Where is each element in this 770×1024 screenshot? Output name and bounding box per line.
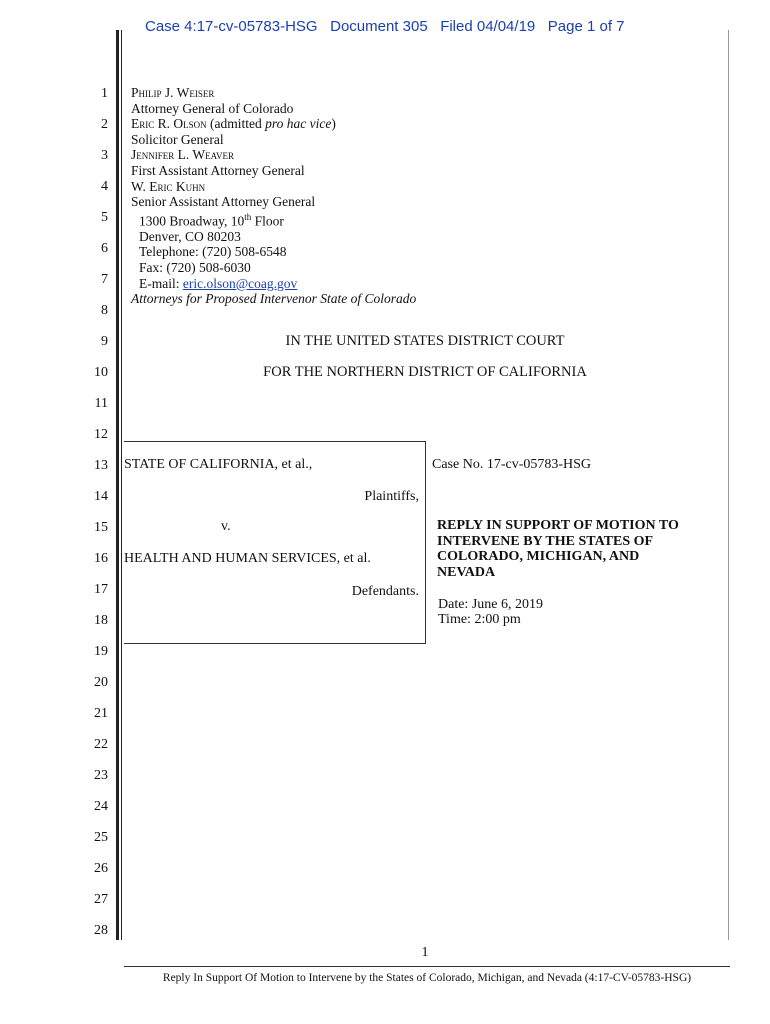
attorney-title: Solicitor General <box>131 131 224 147</box>
document-title-line: COLORADO, MICHIGAN, AND <box>437 549 640 564</box>
attorney-name: W. Eric Kuhn <box>131 178 206 194</box>
versus: v. <box>221 519 231 534</box>
header-page: Page 1 of 7 <box>547 18 625 35</box>
line-number: 16 <box>94 551 108 566</box>
line-number: 22 <box>94 737 108 752</box>
header-filed-date: Filed 04/04/19 <box>440 18 536 35</box>
admitted-prefix: (admitted <box>210 116 266 132</box>
line-number: 20 <box>94 675 108 690</box>
city-state-zip: Denver, CO 80203 <box>139 228 241 244</box>
right-margin-rule <box>728 30 729 940</box>
caption-bottom-rule <box>124 643 426 644</box>
line-number: 15 <box>94 520 108 535</box>
line-number: 5 <box>101 210 108 225</box>
line-number: 26 <box>94 861 108 876</box>
footer-rule <box>124 966 730 967</box>
line-number: 18 <box>94 613 108 628</box>
ecf-header <box>145 18 625 35</box>
defendant-name: HEALTH AND HUMAN SERVICES, et al. <box>124 551 371 566</box>
representation-text: Attorneys for Proposed Intervenor State of Colorado <box>131 291 417 307</box>
line-number: 7 <box>101 272 108 287</box>
court-name-line-1: IN THE UNITED STATES DISTRICT COURT <box>285 333 565 349</box>
hearing-time: Time: 2:00 pm <box>438 612 521 627</box>
case-number: Case No. 17-cv-05783-HSG <box>432 457 592 472</box>
caption-top-rule <box>124 441 426 442</box>
attorney-name: Jennifer L. Weaver <box>131 147 234 163</box>
line-number: 21 <box>94 706 108 721</box>
page-number: 1 <box>421 945 429 960</box>
line-number: 25 <box>94 830 108 845</box>
line-number: 8 <box>101 303 108 318</box>
attorney-name: Eric R. Olson <box>131 116 207 132</box>
street-address <box>131 210 416 229</box>
attorney-title: First Assistant Attorney General <box>131 162 305 178</box>
left-margin-rule-thin <box>121 30 122 940</box>
fax: Fax: (720) 508-6030 <box>139 260 251 276</box>
address-superscript: th <box>244 211 252 222</box>
line-number: 12 <box>94 427 108 442</box>
admitted-suffix: ) <box>331 116 336 132</box>
line-number: 13 <box>94 458 108 473</box>
line-number: 19 <box>94 644 108 659</box>
header-case-number: Case 4:17-cv-05783-HSG <box>145 18 318 35</box>
document-title-line: INTERVENE BY THE STATES OF <box>437 533 654 549</box>
line-number: 28 <box>94 923 108 938</box>
admitted-italic: pro hac vice <box>265 116 332 132</box>
document-title-line: REPLY IN SUPPORT OF MOTION TO <box>437 518 679 533</box>
line-number: 3 <box>101 148 108 163</box>
line-number: 4 <box>101 179 108 194</box>
attorney-name-line <box>131 116 416 132</box>
defendant-role: Defendants. <box>351 584 419 599</box>
line-number: 17 <box>94 582 108 597</box>
line-number: 2 <box>101 117 108 132</box>
address-floor: Floor <box>251 213 284 229</box>
document-title-line: NEVADA <box>437 564 496 580</box>
line-number: 24 <box>94 799 108 814</box>
address-text: 1300 Broadway, 10 <box>139 213 245 229</box>
caption-right-rule <box>425 441 426 644</box>
document-title <box>437 518 679 580</box>
line-number: 27 <box>94 892 108 907</box>
email-line <box>131 276 416 292</box>
email-link[interactable]: eric.olson@coag.gov <box>182 275 298 291</box>
line-number: 23 <box>94 768 108 783</box>
line-number: 9 <box>101 334 108 349</box>
header-document: Document 305 <box>330 18 428 35</box>
plaintiff-name: STATE OF CALIFORNIA, et al., <box>124 457 313 472</box>
attorney-title: Attorney General of Colorado <box>131 100 294 116</box>
email-label: E-mail: <box>139 275 183 291</box>
plaintiff-role: Plaintiffs, <box>364 489 419 504</box>
attorney-name: Philip J. Weiser <box>131 85 215 100</box>
telephone: Telephone: (720) 508-6548 <box>139 244 287 260</box>
court-name-line-2: FOR THE NORTHERN DISTRICT OF CALIFORNIA <box>263 364 587 380</box>
representation-line <box>131 291 416 307</box>
left-margin-rule <box>116 30 119 940</box>
attorney-title: Senior Assistant Attorney General <box>131 194 316 210</box>
attorney-block <box>131 85 416 307</box>
hearing-date: Date: June 6, 2019 <box>438 597 543 612</box>
footer-text: Reply In Support Of Motion to Intervene by the States of Colorado, Michigan, and Nevada (4:17-CV-05783-HSG) <box>162 972 692 984</box>
line-number: 10 <box>94 365 108 380</box>
line-number: 14 <box>94 489 108 504</box>
line-number: 1 <box>101 86 108 101</box>
line-number: 6 <box>101 241 108 256</box>
line-number: 11 <box>94 396 108 411</box>
